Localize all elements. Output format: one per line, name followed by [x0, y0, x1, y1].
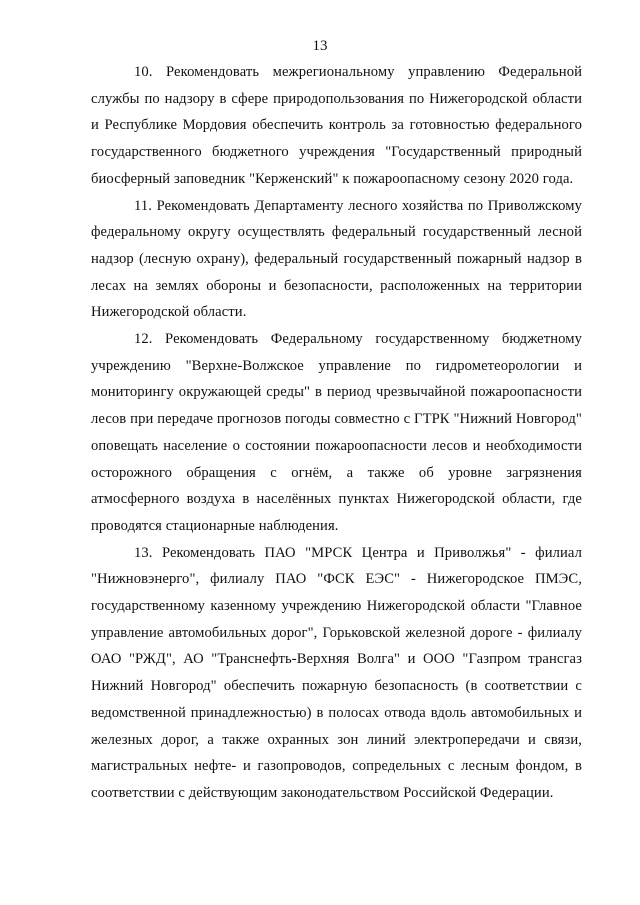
paragraph-12: 12. Рекомендовать Федеральному государственному бюджетному учреждению "Верхне-Волжское управление по гидрометеорологии и мониторингу окружающей среды" в период чрезвычайной пожароопасности лесов при передаче прогнозов погоды совместно с ГТРК "Нижний Новгород" оповещать население о состоянии пожароопасности лесов и необходимости осторожного обращения с огнём, а также об уровне загрязнения атмосферного воздуха в населённых пунктах Нижегородской области, где проводятся стационарные наблюдения.	[91, 331, 582, 534]
document-body	[91, 59, 582, 807]
paragraph-10: 10. Рекомендовать межрегиональному управлению Федеральной службы по надзору в сфере природопользования по Нижегородской области и Республике Мордовия обеспечить контроль за готовностью федерального государственного бюджетного учреждения "Государственный природный биосферный заповедник "Керженский" к пожароопасному сезону 2020 года.	[91, 64, 582, 187]
page-number: 13	[312, 38, 328, 54]
paragraph-13: 13. Рекомендовать ПАО "МРСК Центра и Приволжья" - филиал "Нижновэнерго", филиалу ПАО "ФСК ЕЭС" - Нижегородское ПМЭС, государственному казенному учреждению Нижегородской области "Главное управление автомобильных дорог", Горьковской железной дороге - филиалу ОАО "РЖД", АО "Транснефть-Верхняя Волга" и ООО "Газпром трансгаз Нижний Новгород" обеспечить пожарную безопасность (в соответствии с ведомственной принадлежностью) в полосах отвода вдоль автомобильных и железных дорог, а также охранных зон линий электропередачи и связи, магистральных нефте- и газопроводов, сопредельных с лесным фондом, в соответствии с действующим законодательством Российской Федерации.	[91, 544, 582, 801]
paragraph-11: 11. Рекомендовать Департаменту лесного хозяйства по Приволжскому федеральному округу осуществлять федеральный государственный лесной надзор (лесную охрану), федеральный государственный пожарный надзор в лесах на землях обороны и безопасности, расположенных на территории Нижегородской области.	[91, 197, 582, 321]
